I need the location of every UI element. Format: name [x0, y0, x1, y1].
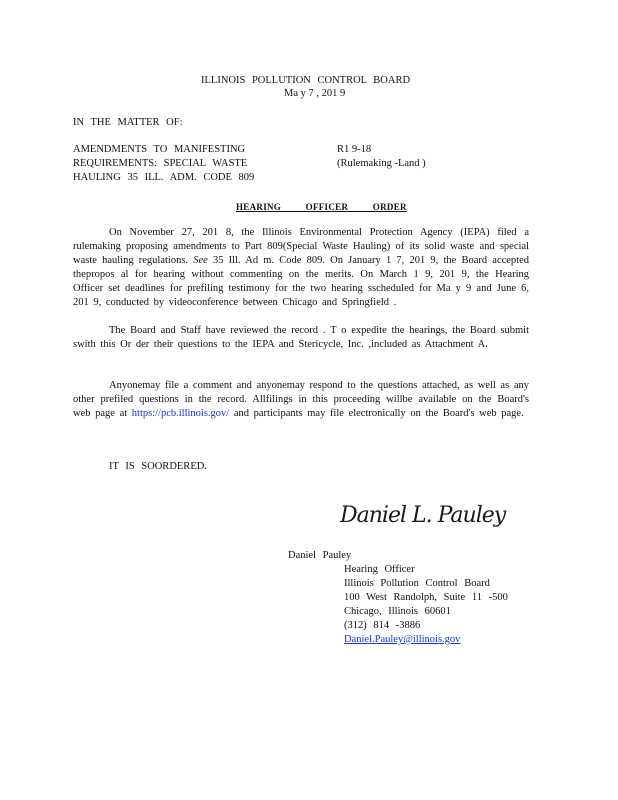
board-title: ILLINOIS POLLUTION CONTROL BOARD — [201, 75, 411, 86]
matter-intro: IN THE MATTER OF: — [73, 117, 183, 128]
signer-title: Hearing Officer — [344, 564, 415, 575]
paragraph-1 — [73, 226, 529, 310]
caption-line-2: REQUIREMENTS: SPECIAL WASTE — [73, 158, 248, 169]
paragraph-3-text-b: and participants may file electronically on the Board's web page. — [233, 408, 524, 419]
paragraph-3-text-a: Anyonemay file a comment and anyonemay respond to the questions attached, as well as any other prefiled questions in the record. Allfilings in this proceeding willbe available on the Board's web page at — [73, 380, 529, 419]
caption-line-3: HAULING 35 ILL. ADM. CODE 809 — [73, 172, 255, 183]
order-date: Ma y 7 , 201 9 — [284, 88, 346, 99]
signer-address: 100 West Randolph, Suite 11 -500 — [344, 592, 508, 603]
caption-line-1: AMENDMENTS TO MANIFESTING — [73, 144, 246, 155]
paragraph-1-text-b: 35 Ill. Ad m. Code 809. On January 1 7, 201 9, the Board accepted thepropos al for hearing without commenting on the merits. On March 1 9, 201 9, the Hearing Officer set deadlines for prefiling testimony for the two hearing sscheduled for Ma y 9 and June 6, 201 9, conducted by videoconference between Chicago and Springfield . — [73, 255, 530, 308]
see-citation: See — [193, 255, 208, 266]
paragraph-3 — [73, 379, 529, 421]
pcb-website-link[interactable]: https://pcb.illinois.gov/ — [131, 408, 230, 419]
signer-agency: Illinois Pollution Control Board — [344, 578, 490, 589]
order-title: HEARING OFFICER ORDER — [236, 202, 407, 212]
paragraph-2-text: The Board and Staff have reviewed the record . T o expedite the hearings, the Board submit swith this Or der their questions to the IEPA and Stericycle, Inc. ,included as Attachment A. — [73, 325, 529, 350]
docket-number: R1 9-18 — [337, 144, 372, 155]
signer-name: Daniel Pauley — [288, 550, 352, 561]
paragraph-2 — [73, 324, 529, 352]
signer-phone: (312) 814 -3886 — [344, 620, 421, 631]
paragraph-1-text-a: On November 27, 201 8, the Illinois Environmental Protection Agency (IEPA) filed a rulemaking proposing amendments to Part 809(Special Waste Hauling) of its solid waste and special waste hauling regulations. — [73, 227, 529, 266]
handwritten-signature: Daniel L. Pauley — [340, 503, 506, 528]
signer-email-link[interactable]: Daniel.Pauley@illinois.gov — [344, 634, 461, 645]
signer-city: Chicago, Illinois 60601 — [344, 606, 451, 617]
docket-description: (Rulemaking -Land ) — [337, 158, 426, 169]
so-ordered: IT IS SOORDERED. — [109, 461, 207, 472]
